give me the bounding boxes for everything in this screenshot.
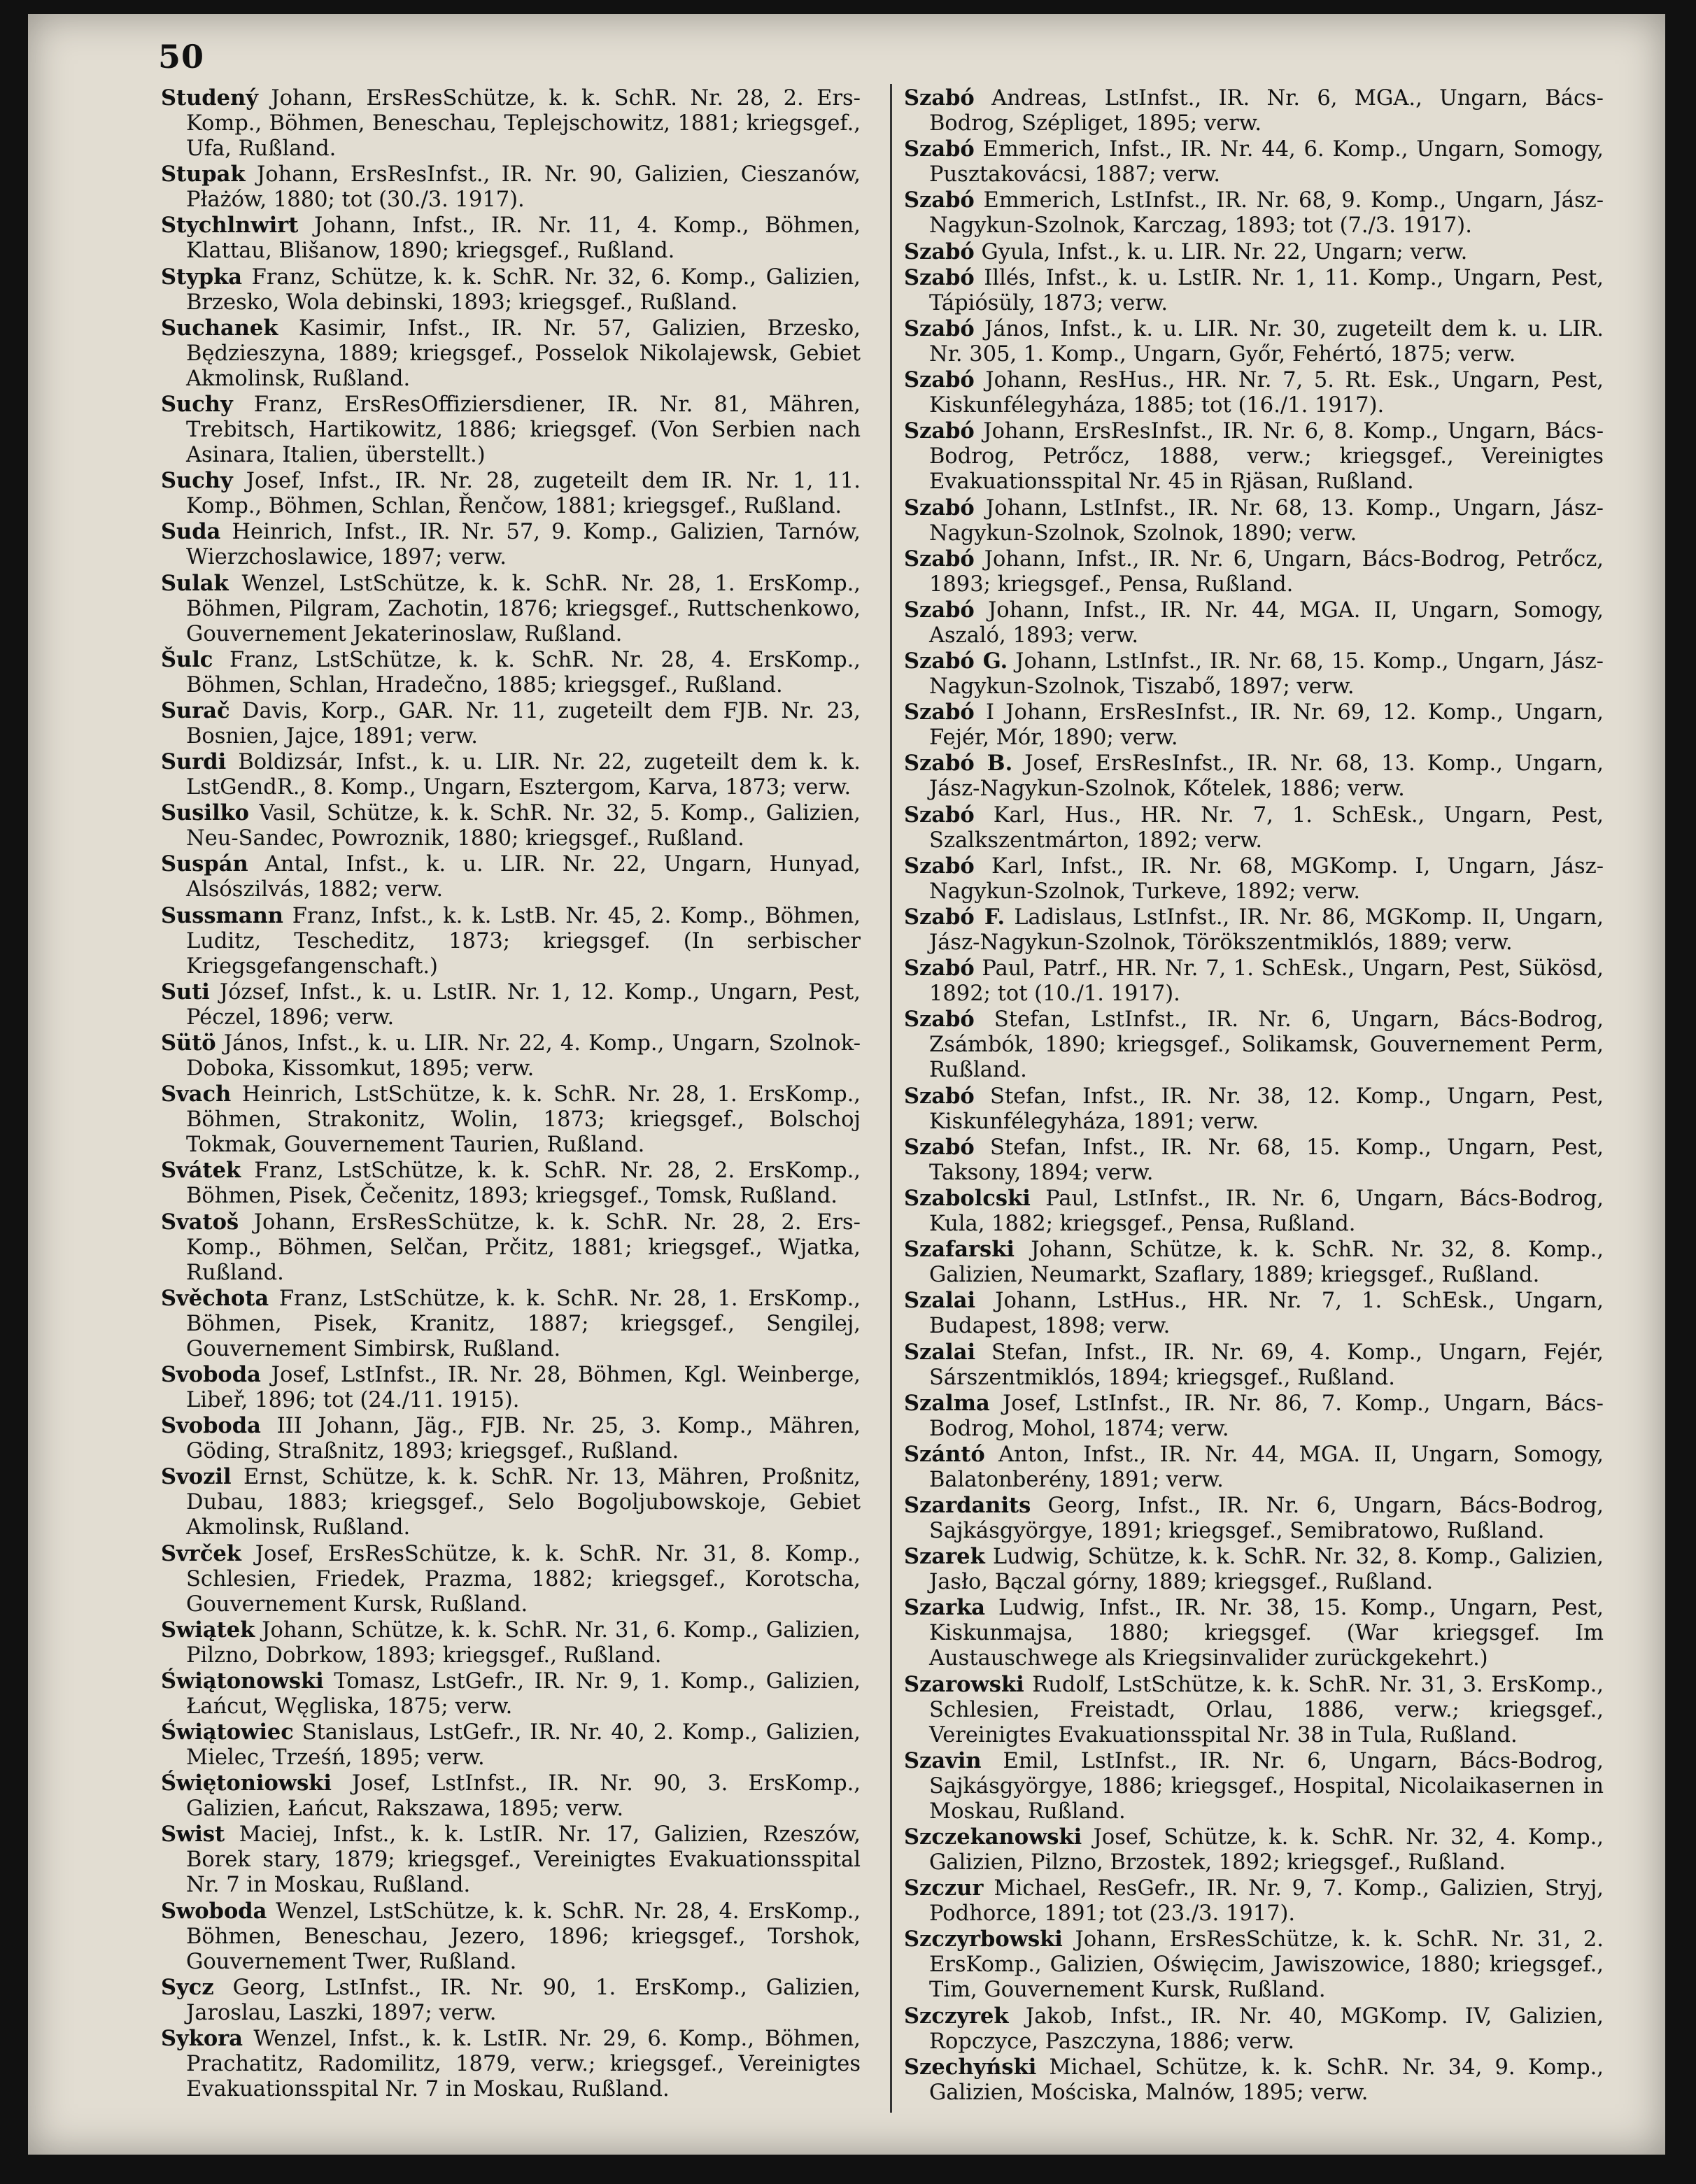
- entry-details: Michael, ResGefr., IR. Nr. 9, 7. Komp., Galizien, Stryj, Podhorce, 1891; tot (23./3. 1917).: [929, 1876, 1604, 1927]
- entry-surname: Szabó: [904, 1134, 975, 1160]
- entry-surname: Svátek: [161, 1158, 241, 1184]
- list-item: [904, 1288, 1604, 1339]
- entry-details: Boldizsár, Infst., k. u. LIR. Nr. 22, zugeteilt dem k. k. LstGendR., 8. Komp., Ungarn, Esztergom, Karva, 1873; verw.: [186, 750, 861, 800]
- entry-surname: Szántó: [904, 1441, 985, 1467]
- entry-details: Johann, ErsResInfst., IR. Nr. 6, 8. Komp., Ungarn, Bács-Bodrog, Petrőcz, 1888, verw.; kriegsgef., Vereinigtes Evakuationsspital Nr. 45 in Rjäsan, Rußland.: [929, 419, 1604, 495]
- list-item: [161, 1899, 861, 1975]
- entry-surname: Szarek: [904, 1544, 985, 1570]
- entry-surname: Surdi: [161, 749, 227, 775]
- left-column: [161, 85, 861, 2102]
- entry-surname: Suda: [161, 519, 221, 545]
- entry-surname: Szabó: [904, 597, 975, 623]
- entry-surname: Świątowiec: [161, 1719, 294, 1745]
- entry-details: Rudolf, LstSchütze, k. k. SchR. Nr. 31, 3. ErsKomp., Schlesien, Freistadt, Orlau, 1886, verw.; kriegsgef., Vereinigtes Evakuationsspital Nr. 38 in Tula, Rußland.: [929, 1672, 1604, 1747]
- entry-surname: Świętoniowski: [161, 1771, 332, 1796]
- list-item: [161, 1158, 861, 1209]
- entry-details: Wenzel, Infst., k. k. LstIR. Nr. 29, 6. Komp., Böhmen, Prachatitz, Radomilitz, 1879, verw.; kriegsgef., Vereinigtes Evakuationsspital Nr. 7 in Moskau, Rußland.: [186, 2027, 861, 2101]
- list-item: [161, 162, 861, 213]
- list-item: [161, 851, 861, 902]
- list-item: [904, 136, 1604, 187]
- list-item: [904, 265, 1604, 316]
- entry-surname: Szarka: [904, 1595, 986, 1621]
- list-item: [904, 1927, 1604, 2003]
- list-item: [904, 1186, 1604, 1237]
- entry-surname: Szabó: [904, 264, 975, 290]
- entry-details: I Johann, ErsResInfst., IR. Nr. 69, 12. Komp., Ungarn, Fejér, Mór, 1890; verw.: [929, 700, 1604, 751]
- entry-surname: Szechyński: [904, 2054, 1037, 2080]
- entry-surname: Suti: [161, 979, 210, 1005]
- list-item: [161, 1541, 861, 1617]
- entry-details: Jakob, Infst., IR. Nr. 40, MGKomp. IV, Galizien, Ropczyce, Paszczyna, 1886; verw.: [929, 2004, 1604, 2054]
- list-item: [161, 1771, 861, 1822]
- entry-details: Georg, Infst., IR. Nr. 6, Ungarn, Bács-Bodrog, Sajkásgyörgye, 1891; kriegsgef., Semibratowo, Rußland.: [929, 1494, 1604, 1544]
- list-item: [904, 1824, 1604, 1875]
- list-item: [904, 1135, 1604, 1186]
- entry-details: Kasimir, Infst., IR. Nr. 57, Galizien, Brzesko, Będzieszyna, 1889; kriegsgef., Posselok Nikolajewsk, Gebiet Akmolinsk, Rußland.: [186, 315, 861, 391]
- entry-surname: Szabó: [904, 1007, 975, 1033]
- list-item: [904, 495, 1604, 546]
- entry-details: Karl, Hus., HR. Nr. 7, 1. SchEsk., Ungarn, Pest, Szalkszentmárton, 1892; verw.: [929, 802, 1604, 853]
- list-item: [161, 1030, 861, 1082]
- entry-surname: Szabó: [904, 239, 975, 264]
- entry-details: Ladislaus, LstInfst., IR. Nr. 86, MGKomp. II, Ungarn, Jász-Nagykun-Szolnok, Törökszentmiklós, 1889; verw.: [929, 905, 1604, 955]
- list-item: [904, 239, 1604, 265]
- list-item: [904, 700, 1604, 751]
- entry-details: III Johann, Jäg., FJB. Nr. 25, 3. Komp., Mähren, Göding, Straßnitz, 1893; kriegsgef., Rußland.: [186, 1414, 861, 1464]
- entry-surname: Szabó F.: [904, 905, 1005, 930]
- list-item: [161, 85, 861, 162]
- entry-details: Andreas, LstInfst., IR. Nr. 6, MGA., Ungarn, Bács-Bodrog, Szépliget, 1895; verw.: [929, 86, 1604, 136]
- list-item: [904, 956, 1604, 1007]
- entry-details: Wenzel, LstSchütze, k. k. SchR. Nr. 28, 4. ErsKomp., Böhmen, Beneschau, Jezero, 1896; kriegsgef., Torshok, Gouvernement Twer, Rußland.: [186, 1899, 861, 1974]
- list-item: [904, 2004, 1604, 2055]
- list-item: [904, 648, 1604, 700]
- list-item: [161, 1719, 861, 1771]
- entry-details: Stefan, Infst., IR. Nr. 38, 12. Komp., Ungarn, Pest, Kiskunfélegyháza, 1891; verw.: [929, 1084, 1604, 1134]
- entry-surname: Świątonowski: [161, 1668, 324, 1694]
- list-item: [161, 1286, 861, 1362]
- entry-surname: Szabó: [904, 85, 975, 111]
- list-item: [161, 213, 861, 264]
- entry-surname: Svozil: [161, 1464, 232, 1490]
- list-item: [161, 1617, 861, 1668]
- entry-surname: Svach: [161, 1082, 232, 1107]
- entry-surname: Swiątek: [161, 1617, 255, 1643]
- entry-details: Johann, Schütze, k. k. SchR. Nr. 31, 6. Komp., Galizien, Pilzno, Dobrkow, 1893; kriegsgef., Rußland.: [186, 1617, 861, 1668]
- entry-details: Johann, ResHus., HR. Nr. 7, 5. Rt. Esk., Ungarn, Pest, Kiskunfélegyháza, 1885; tot (16./1. 1917).: [929, 368, 1604, 418]
- scanned-page: [28, 14, 1665, 2155]
- entry-surname: Szabolcski: [904, 1185, 1031, 1211]
- list-item: [904, 853, 1604, 905]
- entry-surname: Sykora: [161, 2026, 243, 2051]
- entry-surname: Szabó: [904, 315, 975, 341]
- entry-surname: Szabó: [904, 802, 975, 828]
- entry-details: Emil, LstInfst., IR. Nr. 6, Ungarn, Bács-Bodrog, Sajkásgyörgye, 1886; kriegsgef., Hospital, Nicolaikasernen in Moskau, Rußland.: [929, 1748, 1604, 1824]
- list-item: [904, 2055, 1604, 2106]
- list-item: [161, 1822, 861, 1898]
- list-item: [904, 802, 1604, 853]
- entry-details: Paul, Patrf., HR. Nr. 7, 1. SchEsk., Ungarn, Pest, Sükösd, 1892; tot (10./1. 1917).: [929, 956, 1604, 1007]
- entry-surname: Sycz: [161, 1974, 214, 2000]
- entry-surname: Szabó: [904, 956, 975, 981]
- entry-surname: Svatoš: [161, 1209, 239, 1235]
- entry-surname: Sulak: [161, 570, 229, 596]
- entry-details: Franz, ErsResOffiziersdiener, IR. Nr. 81, Mähren, Trebitsch, Hartikowitz, 1886; kriegsgef. (Von Serbien nach Asinara, Italien, überstellt.): [186, 392, 861, 467]
- list-item: [161, 979, 861, 1030]
- entry-details: Heinrich, Infst., IR. Nr. 57, 9. Komp., Galizien, Tarnów, Wierzchoslawice, 1897; verw.: [186, 520, 861, 570]
- entry-details: Emmerich, LstInfst., IR. Nr. 68, 9. Komp., Ungarn, Jász-Nagykun-Szolnok, Karczag, 1893; tot (7./3. 1917).: [929, 188, 1604, 239]
- list-item: [161, 749, 861, 800]
- entry-details: Franz, LstSchütze, k. k. SchR. Nr. 28, 1. ErsKomp., Böhmen, Pisek, Kranitz, 1887; kriegsgef., Sengilej, Gouvernement Simbirsk, Rußland.: [186, 1286, 861, 1361]
- list-item: [904, 1391, 1604, 1442]
- list-item: [904, 1875, 1604, 1927]
- entry-details: Franz, Infst., k. k. LstB. Nr. 45, 2. Komp., Böhmen, Luditz, Tescheditz, 1873; kriegsgef. (In serbischer Kriegsgefangenschaft.): [186, 903, 861, 979]
- list-item: [161, 1464, 861, 1540]
- entry-surname: Szafarski: [904, 1237, 1015, 1263]
- entry-surname: Szabó B.: [904, 751, 1013, 777]
- entry-surname: Szalai: [904, 1339, 976, 1365]
- entry-surname: Szabó G.: [904, 648, 1008, 674]
- list-item: [161, 2026, 861, 2102]
- list-item: [904, 1748, 1604, 1824]
- list-item: [904, 418, 1604, 495]
- list-item: [161, 1975, 861, 2026]
- entry-details: Stefan, LstInfst., IR. Nr. 6, Ungarn, Bács-Bodrog, Zsámbók, 1890; kriegsgef., Solikamsk, Gouvernement Perm, Rußland.: [929, 1007, 1604, 1083]
- entry-details: Karl, Infst., IR. Nr. 68, MGKomp. I, Ungarn, Jász-Nagykun-Szolnok, Turkeve, 1892; verw.: [929, 853, 1604, 904]
- entry-surname: Stypka: [161, 264, 243, 290]
- entry-surname: Studený: [161, 85, 258, 111]
- entry-surname: Suchy: [161, 391, 233, 417]
- entry-details: Josef, LstInfst., IR. Nr. 90, 3. ErsKomp., Galizien, Łańcut, Rakszawa, 1895; verw.: [186, 1771, 861, 1822]
- list-item: [904, 546, 1604, 597]
- list-item: [904, 1672, 1604, 1748]
- entry-surname: Szarowski: [904, 1671, 1024, 1697]
- list-item: [161, 698, 861, 749]
- list-item: [904, 597, 1604, 648]
- list-item: [904, 85, 1604, 136]
- entry-details: Josef, ErsResInfst., IR. Nr. 68, 13. Komp., Ungarn, Jász-Nagykun-Szolnok, Kőtelek, 1886; verw.: [929, 751, 1604, 802]
- list-item: [161, 1210, 861, 1286]
- entry-surname: Szalai: [904, 1288, 976, 1314]
- entry-surname: Szczekanowski: [904, 1824, 1082, 1850]
- entry-details: Josef, Schütze, k. k. SchR. Nr. 32, 4. Komp., Galizien, Pilzno, Brzostek, 1892; kriegsgef., Rußland.: [929, 1825, 1604, 1875]
- entry-details: Maciej, Infst., k. k. LstIR. Nr. 17, Galizien, Rzeszów, Borek stary, 1879; kriegsgef., Vereinigtes Evakuationsspital Nr. 7 in Moskau, Rußland.: [186, 1822, 861, 1898]
- entry-surname: Surač: [161, 697, 230, 723]
- entry-surname: Szabó: [904, 187, 975, 213]
- entry-surname: Szabó: [904, 418, 975, 444]
- list-item: [161, 519, 861, 570]
- list-item: [904, 1493, 1604, 1544]
- entry-details: Stefan, Infst., IR. Nr. 69, 4. Komp., Ungarn, Fejér, Sárszentmiklós, 1894; kriegsgef., Rußland.: [929, 1340, 1604, 1390]
- list-item: [161, 571, 861, 647]
- list-item: [161, 468, 861, 519]
- entry-surname: Svoboda: [161, 1361, 261, 1387]
- entry-surname: Svoboda: [161, 1413, 261, 1439]
- entry-details: Johann, ErsResSchütze, k. k. SchR. Nr. 28, 2. Ers-Komp., Böhmen, Beneschau, Teplejschowitz, 1881; kriegsgef., Ufa, Rußland.: [186, 86, 861, 161]
- entry-details: Vasil, Schütze, k. k. SchR. Nr. 32, 5. Komp., Galizien, Neu-Sandec, Powroznik, 1880; kriegsgef., Rußland.: [186, 801, 861, 851]
- column-divider: [890, 84, 892, 2113]
- entry-details: Josef, Infst., IR. Nr. 28, zugeteilt dem IR. Nr. 1, 11. Komp., Böhmen, Schlan, Řenčow, 1881; kriegsgef., Rußland.: [186, 469, 861, 519]
- entry-surname: Stychlnwirt: [161, 213, 299, 239]
- list-item: [904, 751, 1604, 802]
- entry-details: Franz, LstSchütze, k. k. SchR. Nr. 28, 2. ErsKomp., Böhmen, Pisek, Čečenitz, 1893; kriegsgef., Tomsk, Rußland.: [186, 1158, 861, 1209]
- entry-details: Johann, LstInfst., IR. Nr. 68, 13. Komp., Ungarn, Jász-Nagykun-Szolnok, Szolnok, 1890; verw.: [929, 495, 1604, 546]
- entry-details: Gyula, Infst., k. u. LIR. Nr. 22, Ungarn; verw.: [974, 239, 1468, 264]
- list-item: [161, 1082, 861, 1158]
- entry-details: Johann, LstInfst., IR. Nr. 68, 15. Komp., Ungarn, Jász-Nagykun-Szolnok, Tiszabő, 1897; verw.: [929, 649, 1604, 700]
- list-item: [904, 1442, 1604, 1493]
- list-item: [161, 903, 861, 979]
- entry-details: Davis, Korp., GAR. Nr. 11, zugeteilt dem FJB. Nr. 23, Bosnien, Jajce, 1891; verw.: [186, 698, 861, 749]
- entry-surname: Sussmann: [161, 902, 283, 928]
- list-item: [161, 264, 861, 315]
- entry-details: Ludwig, Infst., IR. Nr. 38, 15. Komp., Ungarn, Pest, Kiskunmajsa, 1880; kriegsgef. (War kriegsgef. Im Austauschwege als Kriegsinvalider zurückgekehrt.): [929, 1596, 1604, 1671]
- entry-details: Franz, Schütze, k. k. SchR. Nr. 32, 6. Komp., Galizien, Brzesko, Wola debinski, 1893; kriegsgef., Rußland.: [186, 264, 861, 315]
- list-item: [904, 187, 1604, 239]
- list-item: [904, 905, 1604, 956]
- entry-details: Ernst, Schütze, k. k. SchR. Nr. 13, Mähren, Proßnitz, Dubau, 1883; kriegsgef., Selo Bogoljubowskoje, Gebiet Akmolinsk, Rußland.: [186, 1465, 861, 1540]
- entry-surname: Szabó: [904, 546, 975, 572]
- entry-details: Johann, ErsResSchütze, k. k. SchR. Nr. 31, 2. ErsKomp., Galizien, Oświęcim, Jawiszowice, 1880; kriegsgef., Tim, Gouvernement Kursk, Rußland.: [929, 1927, 1604, 2003]
- entry-details: Illés, Infst., k. u. LstIR. Nr. 1, 11. Komp., Ungarn, Pest, Tápiósüly, 1873; verw.: [929, 265, 1604, 315]
- list-item: [904, 1084, 1604, 1135]
- list-item: [904, 316, 1604, 367]
- list-item: [161, 1362, 861, 1413]
- entry-surname: Stupak: [161, 162, 246, 187]
- entry-details: János, Infst., k. u. LIR. Nr. 30, zugeteilt dem k. u. LIR. Nr. 305, 1. Komp., Ungarn, Győr, Fehértó, 1875; verw.: [929, 316, 1604, 367]
- entry-surname: Szczyrbowski: [904, 1927, 1063, 1952]
- entry-details: Tomasz, LstGefr., IR. Nr. 9, 1. Komp., Galizien, Łańcut, Węgliska, 1875; verw.: [186, 1668, 861, 1719]
- entry-surname: Szabó: [904, 700, 975, 725]
- list-item: [904, 1340, 1604, 1391]
- entry-details: Johann, Schütze, k. k. SchR. Nr. 32, 8. Komp., Galizien, Neumarkt, Szaflary, 1889; kriegsgef., Rußland.: [929, 1238, 1604, 1288]
- list-item: [904, 1237, 1604, 1288]
- entry-details: Anton, Infst., IR. Nr. 44, MGA. II, Ungarn, Somogy, Balatonberény, 1891; verw.: [929, 1442, 1604, 1492]
- entry-details: Antal, Infst., k. u. LIR. Nr. 22, Ungarn, Hunyad, Alsószilvás, 1882; verw.: [186, 852, 861, 902]
- entry-details: Stefan, Infst., IR. Nr. 68, 15. Komp., Ungarn, Pest, Taksony, 1894; verw.: [929, 1135, 1604, 1185]
- entry-surname: Szavin: [904, 1747, 982, 1773]
- entry-details: Johann, Infst., IR. Nr. 6, Ungarn, Bács-Bodrog, Petrőcz, 1893; kriegsgef., Pensa, Rußland.: [929, 546, 1604, 597]
- entry-surname: Sütö: [161, 1030, 216, 1056]
- list-item: [904, 1007, 1604, 1083]
- entry-surname: Suspán: [161, 851, 248, 877]
- entry-details: Josef, LstInfst., IR. Nr. 28, Böhmen, Kgl. Weinberge, Libeř, 1896; tot (24./11. 1915).: [186, 1362, 861, 1412]
- entry-details: Ludwig, Schütze, k. k. SchR. Nr. 32, 8. Komp., Galizien, Jasło, Bączal górny, 1889; kriegsgef., Rußland.: [929, 1545, 1604, 1595]
- list-item: [161, 647, 861, 698]
- entry-details: Heinrich, LstSchütze, k. k. SchR. Nr. 28, 1. ErsKomp., Böhmen, Strakonitz, Wolin, 1873; kriegsgef., Bolschoj Tokmak, Gouvernement Taurien, Rußland.: [186, 1082, 861, 1158]
- entry-surname: Szalma: [904, 1390, 990, 1416]
- entry-details: Emmerich, Infst., IR. Nr. 44, 6. Komp., Ungarn, Somogy, Pusztakovácsi, 1887; verw.: [929, 137, 1604, 187]
- entry-surname: Suchanek: [161, 315, 278, 341]
- entry-details: János, Infst., k. u. LIR. Nr. 22, 4. Komp., Ungarn, Szolnok-Doboka, Kissomkut, 1895; verw.: [186, 1031, 861, 1081]
- entry-surname: Szczyrek: [904, 2003, 1009, 2029]
- entry-surname: Szabó: [904, 1083, 975, 1109]
- entry-surname: Szczur: [904, 1875, 984, 1901]
- entry-details: Johann, Infst., IR. Nr. 11, 4. Komp., Böhmen, Klattau, Blišanow, 1890; kriegsgef., Rußland.: [186, 213, 861, 264]
- entry-details: Wenzel, LstSchütze, k. k. SchR. Nr. 28, 1. ErsKomp., Böhmen, Pilgram, Zachotin, 1876; kriegsgef., Ruttschenkowo, Gouvernement Jekaterinoslaw, Rußland.: [186, 571, 861, 646]
- list-item: [161, 1413, 861, 1464]
- page-number: 50: [158, 38, 205, 76]
- entry-surname: Susilko: [161, 800, 250, 826]
- entry-details: Josef, LstInfst., IR. Nr. 86, 7. Komp., Ungarn, Bács-Bodrog, Mohol, 1874; verw.: [929, 1391, 1604, 1441]
- entry-surname: Szabó: [904, 853, 975, 879]
- entry-details: József, Infst., k. u. LstIR. Nr. 1, 12. Komp., Ungarn, Pest, Péczel, 1896; verw.: [186, 979, 861, 1030]
- entry-details: Johann, ErsResSchütze, k. k. SchR. Nr. 28, 2. Ers-Komp., Böhmen, Selčan, Prčitz, 1881; kriegsgef., Wjatka, Rußland.: [186, 1210, 861, 1285]
- entry-details: Johann, Infst., IR. Nr. 44, MGA. II, Ungarn, Somogy, Aszaló, 1893; verw.: [929, 597, 1604, 648]
- entry-surname: Szabó: [904, 367, 975, 393]
- list-item: [161, 800, 861, 851]
- entry-details: Franz, LstSchütze, k. k. SchR. Nr. 28, 4. ErsKomp., Böhmen, Schlan, Hradečno, 1885; kriegsgef., Rußland.: [186, 647, 861, 697]
- list-item: [904, 1595, 1604, 1671]
- entry-surname: Szabó: [904, 495, 975, 520]
- entry-surname: Szardanits: [904, 1493, 1031, 1519]
- list-item: [904, 367, 1604, 418]
- entry-details: Michael, Schütze, k. k. SchR. Nr. 34, 9. Komp., Galizien, Mościska, Malnów, 1895; verw.: [929, 2055, 1604, 2105]
- entry-details: Johann, LstHus., HR. Nr. 7, 1. SchEsk., Ungarn, Budapest, 1898; verw.: [929, 1289, 1604, 1339]
- entry-surname: Suchy: [161, 468, 233, 494]
- entry-surname: Svrček: [161, 1540, 241, 1566]
- right-column: [904, 85, 1604, 2106]
- list-item: [161, 315, 861, 392]
- entry-details: Paul, LstInfst., IR. Nr. 6, Ungarn, Bács-Bodrog, Kula, 1882; kriegsgef., Pensa, Rußland.: [929, 1186, 1604, 1236]
- entry-details: Stanislaus, LstGefr., IR. Nr. 40, 2. Komp., Galizien, Mielec, Trześń, 1895; verw.: [186, 1720, 861, 1771]
- entry-surname: Šulc: [161, 646, 213, 672]
- entry-surname: Svěchota: [161, 1285, 269, 1311]
- entry-details: Johann, ErsResInfst., IR. Nr. 90, Galizien, Cieszanów, Płażów, 1880; tot (30./3. 1917).: [186, 162, 861, 213]
- list-item: [161, 1668, 861, 1719]
- entry-details: Josef, ErsResSchütze, k. k. SchR. Nr. 31, 8. Komp., Schlesien, Friedek, Prazma, 1882; kriegsgef., Korotscha, Gouvernement Kursk, Rußland.: [186, 1541, 861, 1617]
- list-item: [161, 392, 861, 468]
- entry-surname: Swist: [161, 1822, 225, 1848]
- entry-details: Georg, LstInfst., IR. Nr. 90, 1. ErsKomp., Galizien, Jaroslau, Laszki, 1897; verw.: [186, 1975, 861, 2025]
- list-item: [904, 1544, 1604, 1595]
- entry-surname: Szabó: [904, 136, 975, 162]
- entry-surname: Swoboda: [161, 1898, 267, 1924]
